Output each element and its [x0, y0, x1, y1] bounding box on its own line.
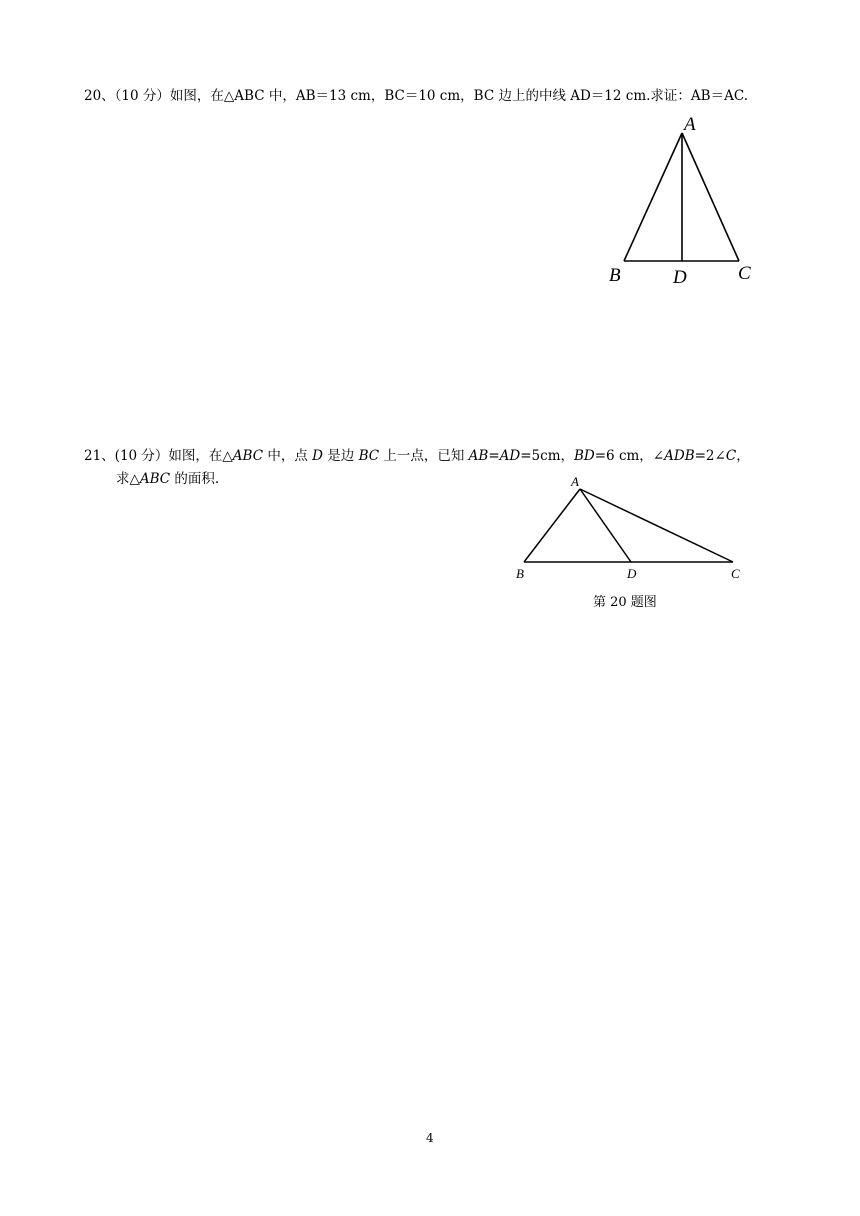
vertex-label-b: B: [609, 265, 621, 286]
page-number: 4: [426, 1131, 434, 1145]
vertex-label-c: C: [738, 263, 751, 284]
segment-ad: [580, 489, 631, 562]
vertex-label-d: D: [627, 566, 637, 581]
segment-ab: [524, 489, 580, 562]
question-21-line-1: 21、(10 分）如图，在△ABC 中，点 D 是边 BC 上一点，已知 AB=AD=5cm，BD=6 cm，∠ADB=2∠C，: [84, 448, 750, 464]
vertex-label-c: C: [731, 566, 740, 581]
vertex-label-b: B: [516, 566, 524, 581]
segment-ac: [580, 489, 733, 562]
figure-caption: 第 20 题图: [593, 595, 657, 610]
vertex-label-a: A: [571, 474, 579, 489]
question-21-line-2: 求△ABC 的面积.: [116, 471, 220, 487]
vertex-label-a: A: [684, 114, 696, 135]
vertex-label-d: D: [673, 267, 687, 288]
figure-21: [0, 0, 860, 600]
question-20-text: 20、（10 分）如图，在△ABC 中，AB＝13 cm，BC＝10 cm，BC 边上的中线 AD＝12 cm.求证：AB＝AC.: [84, 88, 748, 104]
